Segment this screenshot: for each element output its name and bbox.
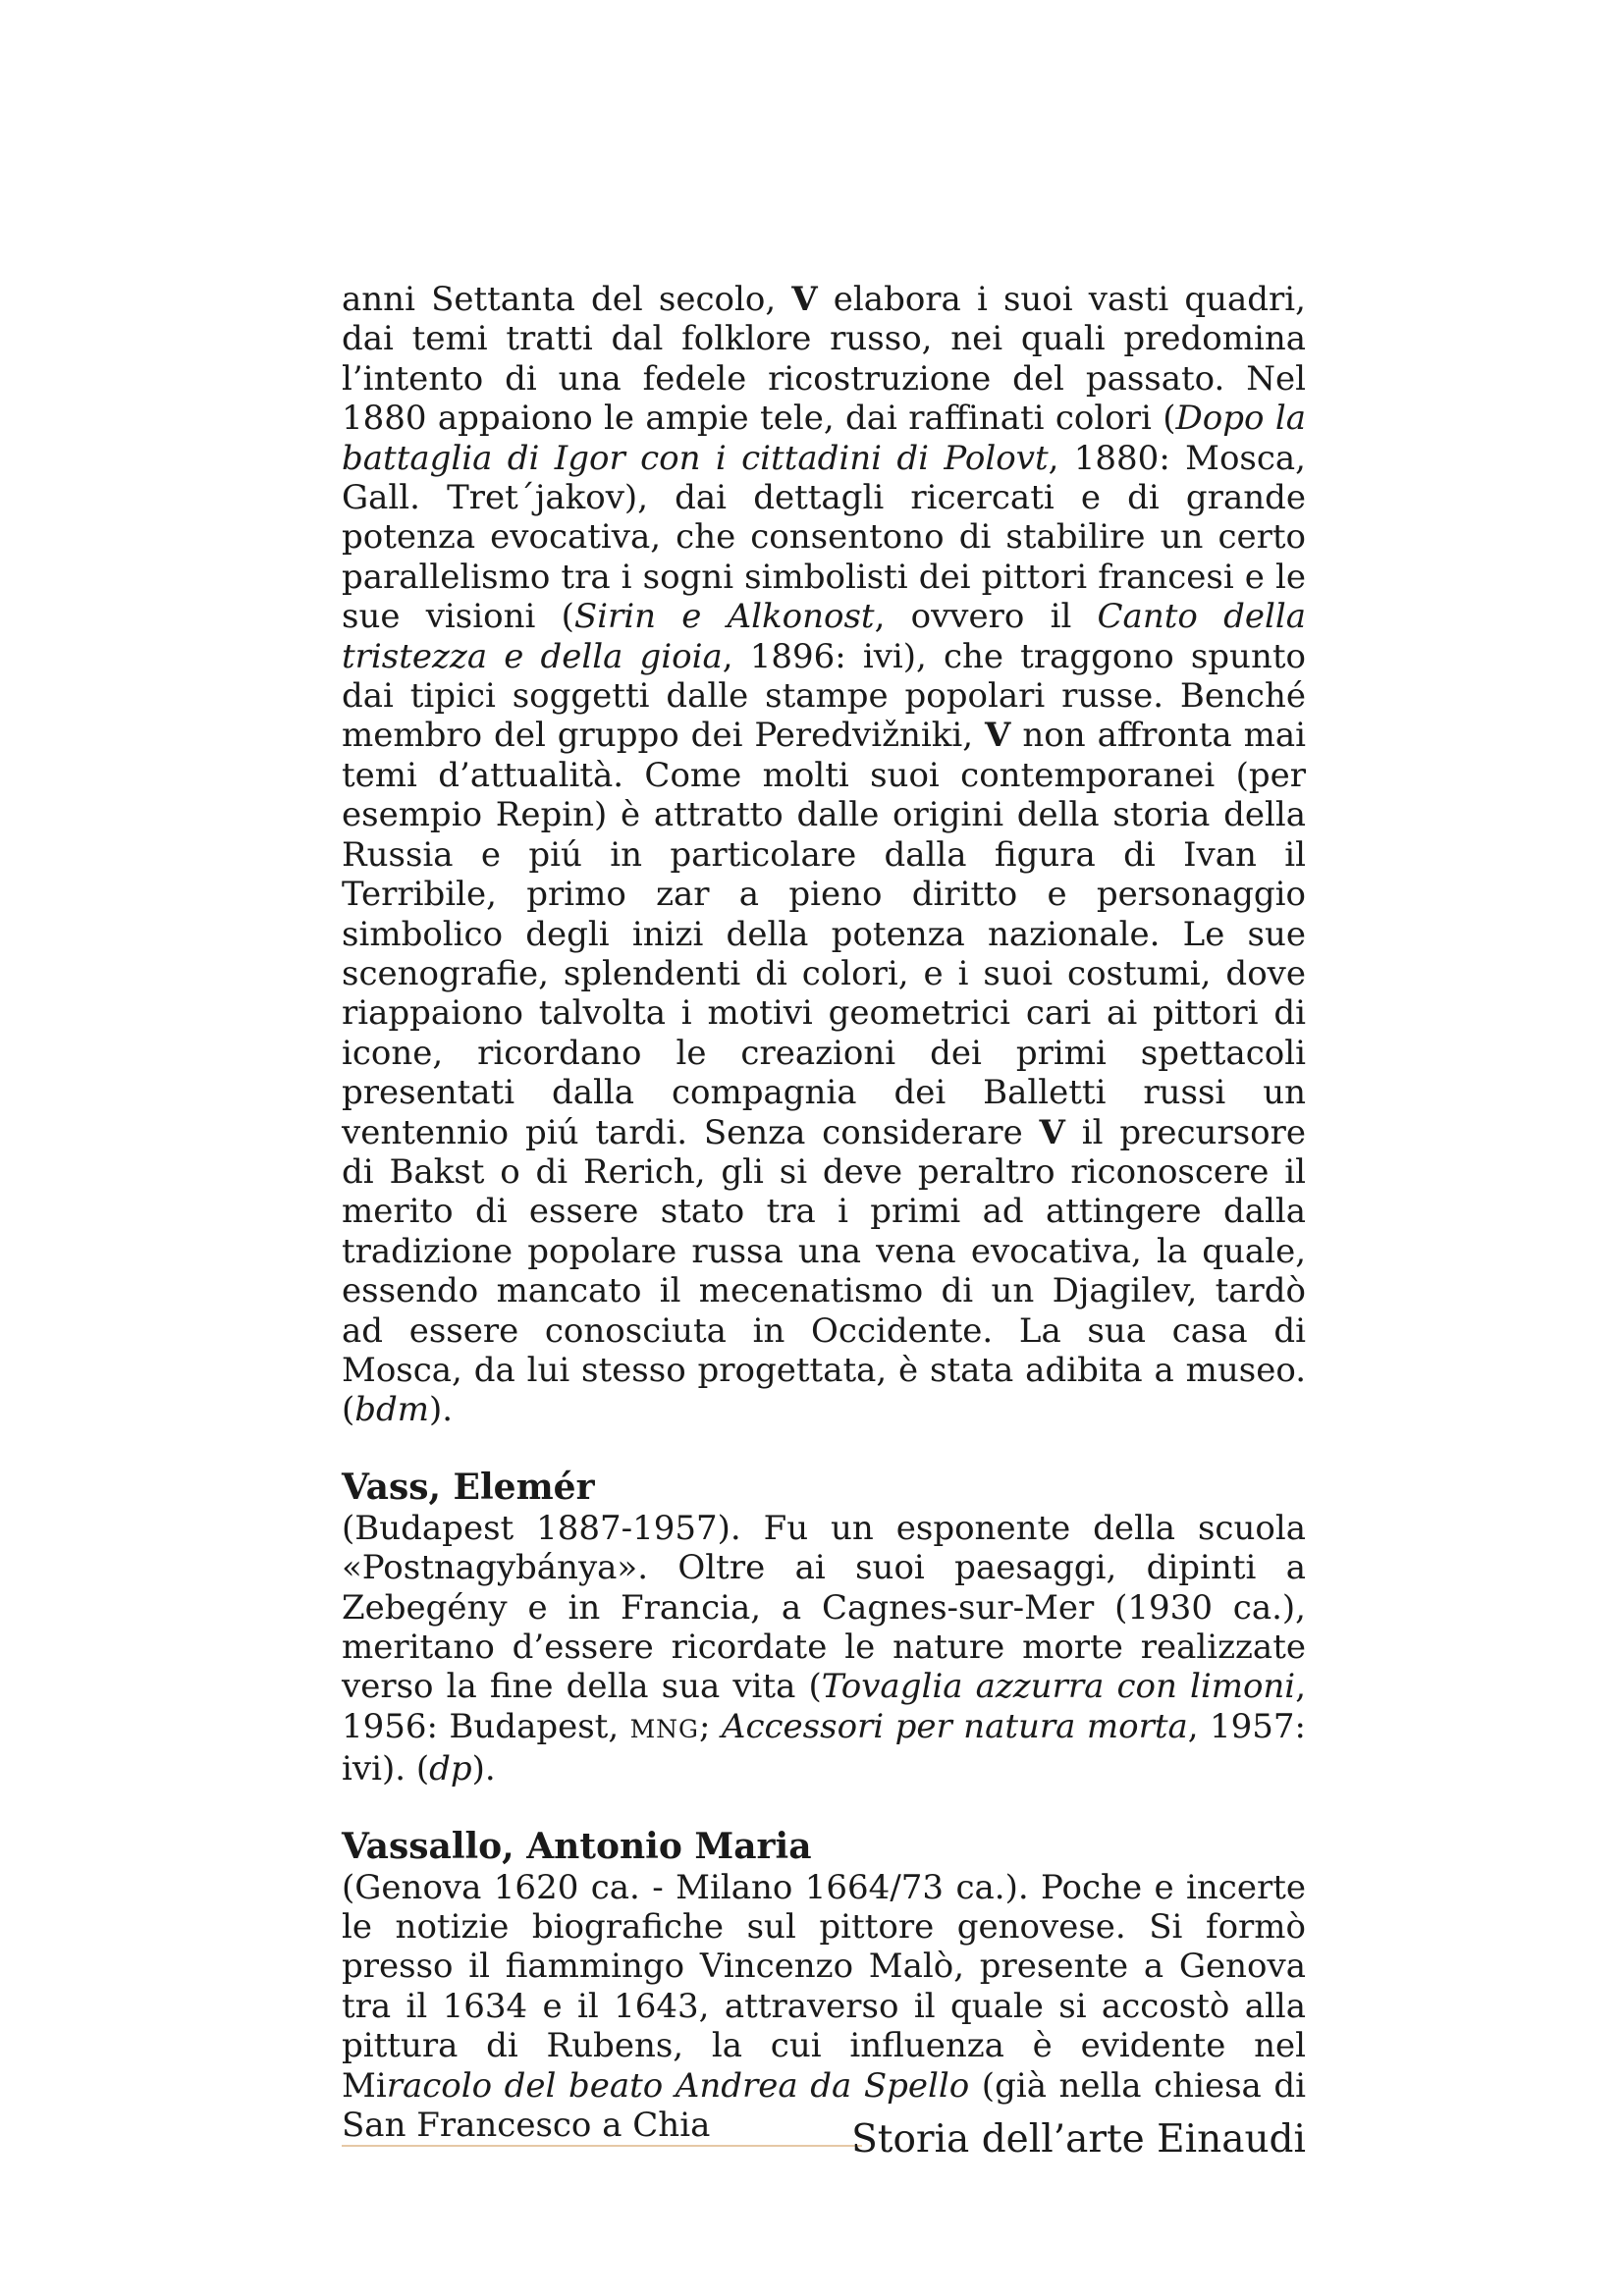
entry-title-vassallo: Vassallo, Antonio Maria: [342, 1825, 812, 1867]
entry-continuation-paragraph: [342, 280, 1306, 1430]
text-run: (Genova 1620 ca. - Milano 1664/73 ca.). Poche e incerte le notizie biografiche sul pittore genovese. Si formò presso il fiammingo Vincenzo Malò, presente a Genova tra il 1634 e il 1643, attraverso il quale si accostò alla pittura di Rubens, la cui influenza è evidente nel Mi: [342, 1867, 1306, 2106]
museum-abbreviation: MNG: [629, 1714, 700, 1743]
entry-title-vass: Vass, Elemér: [342, 1466, 595, 1508]
artwork-title: Accessori per natura morta: [721, 1706, 1188, 1746]
entry-abbreviation: V: [985, 716, 1011, 756]
entry-vassallo-paragraph: [342, 1868, 1306, 2146]
text-run: , 1957: ivi). (: [342, 1706, 1306, 1789]
text-run: (già nella chiesa di San Francesco a Chia: [342, 2065, 1306, 2146]
page-footer: [342, 2115, 1306, 2164]
text-run: , 1956: Budapest,: [342, 1667, 1306, 1746]
text-run: , ovvero il: [874, 597, 1098, 637]
artwork-title: Dopo la battaglia di Igor con i cittadini di Polovt: [342, 399, 1306, 478]
text-run: anni Settanta del secolo,: [342, 280, 792, 319]
entry-abbreviation: V: [1039, 1112, 1065, 1152]
artwork-title: Sirin e Alkonost: [573, 597, 875, 637]
text-run: , 1880: Mosca, Gall. Tret´jakov), dai dettagli ricercati e di grande potenza evocativa, che consentono di stabilire un certo parallelismo tra i sogni simbolisti dei pittori francesi e le sue visioni (: [342, 438, 1306, 637]
text-run: ).: [471, 1749, 496, 1789]
text-run: , 1896: ivi), che traggono spunto dai tipici soggetti dalle stampe popolari russe. Benché membro del gruppo dei Peredvižniki,: [342, 636, 1306, 756]
entry-vass-paragraph: [342, 1509, 1306, 1789]
text-run: elabora i suoi vasti quadri, dai temi tratti dal folklore russo, nei quali predomina l’intento di una fedele ricostruzione del passato. Nel 1880 appaiono le ampie tele, dai raffinati colori (: [342, 280, 1306, 439]
artwork-title: racolo del beato Andrea da Spello: [386, 2065, 970, 2106]
text-run: (Budapest 1887-1957). Fu un esponente della scuola «Postnagybánya». Oltre ai suoi paesaggi, dipinti a Zebegény e in Francia, a Cagnes-sur-Mer (1930 ca.), meritano d’essere ricordate le nature morte realizzate verso la fine della sua vita (: [342, 1508, 1306, 1707]
text-run: ;: [699, 1706, 722, 1746]
text-column: [342, 280, 1306, 2145]
footer-rule: [342, 2145, 862, 2147]
artwork-title: Tovaglia azzurra con limoni: [821, 1667, 1296, 1707]
text-run: il precursore di Bakst o di Rerich, gli si deve peraltro riconoscere il merito di essere stato tra i primi ad attingere dalla tradizione popolare russa una vena evocativa, la quale, essendo mancato il mecenatismo di un Djagilev, tardò ad essere conosciuta in Occidente. La sua casa di Mosca, da lui stesso progettata, è stata adibita a museo. (: [342, 1112, 1306, 1430]
text-run: non affronta mai temi d’attualità. Come molti suoi contemporanei (per esempio Repin) è attratto dalle origini della storia della Russia e piú in particolare dalla figura di Ivan il Terribile, primo zar a pieno diritto e personaggio simbolico degli inizi della potenza nazionale. Le sue scenografie, splendenti di colori, e i suoi costumi, dove riappaiono talvolta i motivi geometrici cari ai pittori di icone, ricordano le creazioni dei primi spettacoli presentati dalla compagnia dei Balletti russi un ventennio piú tardi. Senza considerare: [342, 716, 1306, 1152]
author-initials: dp: [429, 1749, 472, 1789]
artwork-title: Canto della tristezza e della gioia: [342, 597, 1306, 676]
entry-abbreviation: V: [791, 280, 818, 319]
text-run: ).: [429, 1390, 454, 1430]
author-initials: bdm: [354, 1390, 430, 1430]
footer-label: Storia dell’arte Einaudi: [851, 2117, 1306, 2162]
